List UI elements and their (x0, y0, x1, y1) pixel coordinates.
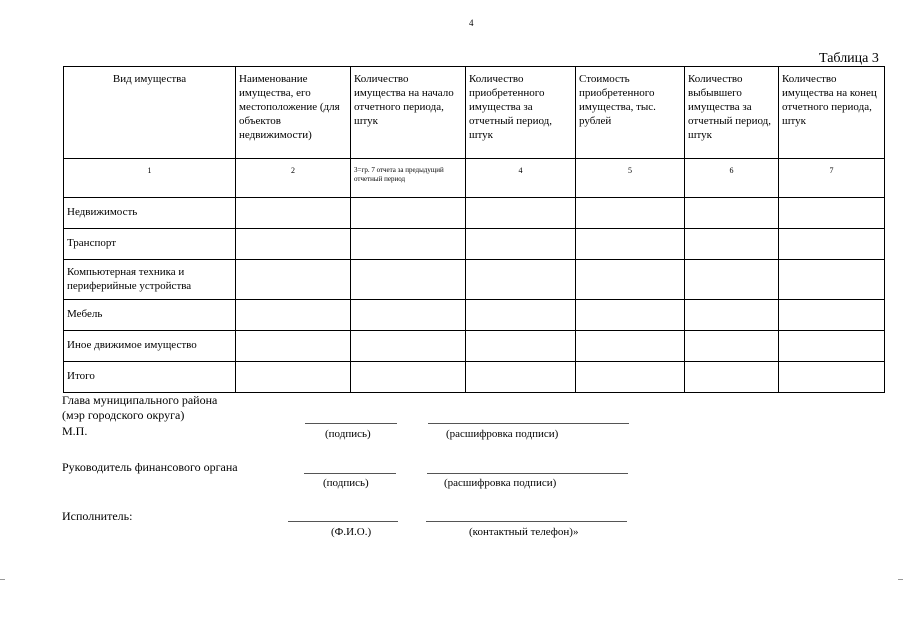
table-cell[interactable] (779, 362, 885, 393)
table-cell[interactable] (685, 260, 779, 300)
head-sign-caption: (подпись) (325, 428, 371, 440)
table-cell[interactable] (685, 331, 779, 362)
table-cell[interactable] (685, 229, 779, 260)
header-qty-start: Количество имущества на начало отчетного периода, штук (351, 67, 466, 159)
table-cell[interactable] (466, 331, 576, 362)
table-cell[interactable] (576, 260, 685, 300)
table-cell[interactable] (685, 300, 779, 331)
table-cell[interactable] (685, 198, 779, 229)
exec-name-caption: (Ф.И.О.) (331, 526, 372, 538)
table-caption: Таблица 3 (819, 51, 879, 66)
table-cell[interactable] (236, 331, 351, 362)
table-cell[interactable] (576, 362, 685, 393)
col-number: 6 (685, 159, 779, 198)
header-qty-disposed: Количество выбывшего имущества за отчетный период, штук (685, 67, 779, 159)
fin-sign-caption: (подпись) (323, 477, 369, 489)
crop-mark-right (898, 579, 903, 580)
table-row (64, 300, 885, 331)
row-label: Недвижимость (64, 198, 236, 229)
table-cell[interactable] (466, 300, 576, 331)
page-number: 4 (469, 18, 474, 28)
table-cell[interactable] (779, 331, 885, 362)
table-cell[interactable] (576, 229, 685, 260)
table-cell[interactable] (466, 198, 576, 229)
row-label: Мебель (64, 300, 236, 331)
table-cell[interactable] (236, 198, 351, 229)
exec-phone-line[interactable] (426, 521, 627, 522)
header-cost-acquired: Стоимость приобретенного имущества, тыс. рублей (576, 67, 685, 159)
column-number-row (64, 159, 885, 198)
table-cell[interactable] (351, 260, 466, 300)
table-cell[interactable] (576, 198, 685, 229)
table-cell[interactable] (466, 229, 576, 260)
exec-name-line[interactable] (288, 521, 398, 522)
fin-title: Руководитель финансового органа (62, 460, 238, 474)
table-row (64, 331, 885, 362)
col-number: 4 (466, 159, 576, 198)
head-title (62, 393, 217, 439)
table-cell[interactable] (236, 300, 351, 331)
table-cell[interactable] (779, 300, 885, 331)
row-label: Транспорт (64, 229, 236, 260)
table-cell[interactable] (351, 198, 466, 229)
table-cell[interactable] (236, 229, 351, 260)
table-cell[interactable] (685, 362, 779, 393)
head-title-line1: Глава муниципального района (62, 393, 218, 407)
stamp-label: М.П. (62, 423, 88, 438)
col-number: 7 (779, 159, 885, 198)
table-cell[interactable] (351, 331, 466, 362)
row-label: Компьютерная техника и периферийные устройства (64, 260, 236, 300)
col-number: 1 (64, 159, 236, 198)
table-row (64, 362, 885, 393)
col-number: 5 (576, 159, 685, 198)
table-cell[interactable] (351, 300, 466, 331)
table-row (64, 198, 885, 229)
fin-decode-caption: (расшифровка подписи) (444, 477, 557, 489)
table-cell[interactable] (351, 362, 466, 393)
table-cell[interactable] (576, 300, 685, 331)
header-property-type: Вид имущества (64, 67, 236, 159)
table-cell[interactable] (466, 260, 576, 300)
table-cell[interactable] (236, 362, 351, 393)
header-property-name: Наименование имущества, его местоположение (для объектов недвижимости) (236, 67, 351, 159)
table-cell[interactable] (779, 229, 885, 260)
exec-title: Исполнитель: (62, 509, 133, 523)
fin-decode-line[interactable] (427, 473, 628, 474)
row-label: Иное движимое имущество (64, 331, 236, 362)
row-label: Итого (64, 362, 236, 393)
property-table (63, 66, 885, 393)
head-decode-caption: (расшифровка подписи) (446, 428, 559, 440)
exec-phone-caption: (контактный телефон)» (469, 526, 579, 538)
table-cell[interactable] (576, 331, 685, 362)
table-row (64, 229, 885, 260)
table-row (64, 260, 885, 300)
table-cell[interactable] (779, 198, 885, 229)
table-cell[interactable] (351, 229, 466, 260)
header-qty-acquired: Количество приобретенного имущества за отчетный период, штук (466, 67, 576, 159)
table-cell[interactable] (466, 362, 576, 393)
table-cell[interactable] (236, 260, 351, 300)
head-decode-line[interactable] (428, 423, 629, 424)
header-qty-end: Количество имущества на конец отчетного периода, штук (779, 67, 885, 159)
fin-signature-line[interactable] (304, 473, 396, 474)
head-signature-line[interactable] (305, 423, 397, 424)
head-title-line2: (мэр городского округа) (62, 408, 185, 423)
table-header-row (64, 67, 885, 159)
crop-mark-left (0, 579, 5, 580)
col-number: 3=гр. 7 отчета за предыдущий отчетный период (351, 159, 466, 198)
col-number: 2 (236, 159, 351, 198)
table-cell[interactable] (779, 260, 885, 300)
